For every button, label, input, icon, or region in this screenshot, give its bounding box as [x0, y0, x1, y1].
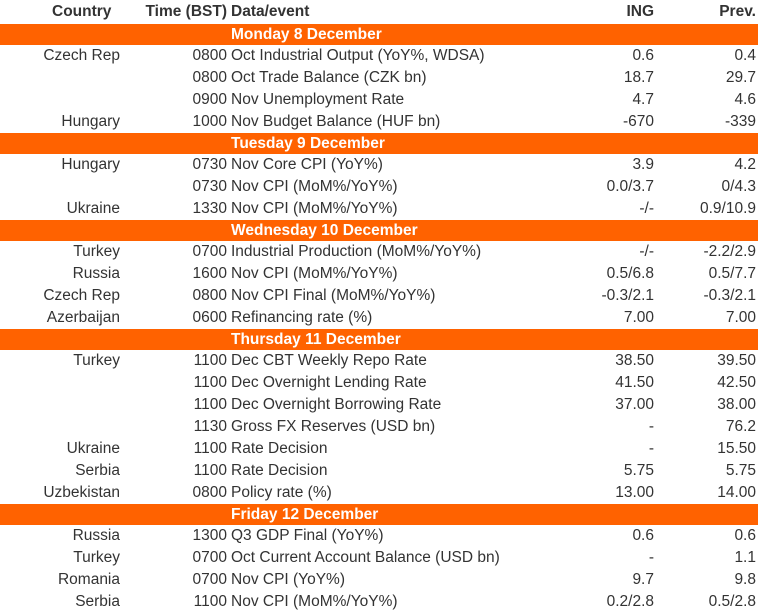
country-cell: Russia	[72, 265, 120, 282]
ing-forecast-cell: 0.0/3.7	[606, 178, 654, 195]
header-prev: Prev.	[719, 3, 756, 20]
previous-value-cell: 0.5/2.8	[708, 593, 756, 610]
previous-value-cell: 76.2	[725, 418, 756, 435]
event-cell: Oct Current Account Balance (USD bn)	[231, 549, 500, 566]
time-cell: 0730	[192, 178, 227, 195]
table-row	[0, 307, 758, 329]
event-cell: Oct Trade Balance (CZK bn)	[231, 69, 427, 86]
day-header-spacer	[124, 133, 229, 154]
time-cell: 0800	[192, 484, 227, 501]
event-cell: Policy rate (%)	[231, 484, 332, 501]
day-header-spacer	[124, 24, 229, 45]
previous-value-cell: 5.75	[725, 462, 756, 479]
time-cell: 0800	[192, 287, 227, 304]
event-cell: Nov CPI (MoM%/YoY%)	[231, 200, 398, 217]
previous-value-cell: 9.8	[734, 571, 756, 588]
ing-forecast-cell: -	[648, 440, 654, 457]
event-cell: Rate Decision	[231, 440, 328, 457]
ing-forecast-cell: 37.00	[615, 396, 654, 413]
country-cell: Turkey	[73, 549, 120, 566]
country-cell: Ukraine	[66, 440, 120, 457]
time-cell: 1100	[193, 352, 227, 369]
ing-forecast-cell: 38.50	[615, 352, 654, 369]
ing-forecast-cell: 0.6	[632, 47, 654, 64]
time-cell: 1100	[193, 462, 227, 479]
table-row	[0, 67, 758, 89]
day-header-spacer	[124, 504, 229, 525]
country-cell	[0, 176, 124, 198]
header-event: Data/event	[231, 3, 310, 20]
day-header-label: Tuesday 9 December	[229, 133, 758, 154]
country-cell: Hungary	[61, 156, 120, 173]
day-header-spacer	[0, 329, 124, 350]
country-cell	[0, 372, 124, 394]
table-row	[0, 482, 758, 504]
time-cell: 1100	[193, 593, 227, 610]
time-cell: 0700	[192, 571, 227, 588]
table-row	[0, 198, 758, 220]
event-cell: Dec CBT Weekly Repo Rate	[231, 352, 427, 369]
ing-forecast-cell: -/-	[639, 200, 654, 217]
country-cell: Serbia	[75, 593, 120, 610]
table-row	[0, 263, 758, 285]
previous-value-cell: 14.00	[717, 484, 756, 501]
previous-value-cell: 4.6	[734, 91, 756, 108]
ing-forecast-cell: 41.50	[615, 374, 654, 391]
previous-value-cell: 0.6	[734, 527, 756, 544]
time-cell: 1330	[192, 200, 227, 217]
table-row	[0, 89, 758, 111]
day-header-label: Thursday 11 December	[229, 329, 758, 350]
table-row	[0, 350, 758, 372]
table-row	[0, 111, 758, 133]
event-cell: Refinancing rate (%)	[231, 309, 373, 326]
table-row	[0, 394, 758, 416]
time-cell: 0800	[192, 47, 227, 64]
time-cell: 0700	[192, 549, 227, 566]
time-cell: 0800	[192, 69, 227, 86]
table-row	[0, 372, 758, 394]
event-cell: Nov CPI (MoM%/YoY%)	[231, 178, 398, 195]
time-cell: 1600	[192, 265, 227, 282]
day-header-row	[0, 504, 758, 525]
ing-forecast-cell: 13.00	[615, 484, 654, 501]
header-time: Time (BST)	[145, 3, 227, 20]
table-row	[0, 547, 758, 569]
country-cell: Turkey	[73, 352, 120, 369]
time-cell: 0600	[192, 309, 227, 326]
header-ing: ING	[626, 3, 654, 20]
table-row	[0, 591, 758, 613]
day-header-spacer	[0, 133, 124, 154]
day-header-spacer	[0, 504, 124, 525]
ing-forecast-cell: 7.00	[623, 309, 654, 326]
event-cell: Nov Core CPI (YoY%)	[231, 156, 383, 173]
header-row	[0, 0, 758, 24]
table-row	[0, 154, 758, 176]
time-cell: 1000	[192, 113, 227, 130]
country-cell	[0, 67, 124, 89]
day-header-spacer	[0, 24, 124, 45]
previous-value-cell: 0.9/10.9	[699, 200, 756, 217]
table-row	[0, 438, 758, 460]
previous-value-cell: 7.00	[725, 309, 756, 326]
event-cell: Rate Decision	[231, 462, 328, 479]
previous-value-cell: -0.3/2.1	[703, 287, 756, 304]
country-cell: Czech Rep	[43, 287, 120, 304]
event-cell: Q3 GDP Final (YoY%)	[231, 527, 384, 544]
table-row	[0, 460, 758, 482]
country-cell: Azerbaijan	[46, 309, 120, 326]
table-row	[0, 525, 758, 547]
previous-value-cell: -339	[724, 113, 756, 130]
event-cell: Nov Unemployment Rate	[231, 91, 405, 108]
ing-forecast-cell: -	[648, 418, 654, 435]
time-cell: 0730	[192, 156, 227, 173]
previous-value-cell: 0.4	[734, 47, 756, 64]
event-cell: Nov CPI (MoM%/YoY%)	[231, 593, 398, 610]
previous-value-cell: -2.2/2.9	[703, 243, 756, 260]
country-cell: Hungary	[61, 113, 120, 130]
previous-value-cell: 38.00	[717, 396, 756, 413]
day-header-row	[0, 24, 758, 45]
ing-forecast-cell: -0.3/2.1	[601, 287, 654, 304]
day-header-spacer	[124, 329, 229, 350]
time-cell: 1100	[193, 440, 227, 457]
day-header-row	[0, 220, 758, 241]
event-cell: Nov CPI (YoY%)	[231, 571, 345, 588]
country-cell	[0, 416, 124, 438]
table-body	[0, 24, 758, 613]
ing-forecast-cell: -670	[622, 113, 654, 130]
previous-value-cell: 4.2	[734, 156, 756, 173]
day-header-spacer	[0, 220, 124, 241]
ing-forecast-cell: 18.7	[623, 69, 654, 86]
ing-forecast-cell: 3.9	[632, 156, 654, 173]
country-cell	[0, 394, 124, 416]
day-header-row	[0, 133, 758, 154]
ing-forecast-cell: 5.75	[623, 462, 654, 479]
country-cell: Turkey	[73, 243, 120, 260]
table-row	[0, 45, 758, 67]
country-cell	[0, 89, 124, 111]
event-cell: Nov CPI Final (MoM%/YoY%)	[231, 287, 436, 304]
event-cell: Gross FX Reserves (USD bn)	[231, 418, 436, 435]
previous-value-cell: 15.50	[717, 440, 756, 457]
country-cell: Uzbekistan	[43, 484, 120, 501]
time-cell: 1130	[193, 418, 227, 435]
event-cell: Nov Budget Balance (HUF bn)	[231, 113, 441, 130]
event-cell: Nov CPI (MoM%/YoY%)	[231, 265, 398, 282]
country-cell: Ukraine	[66, 200, 120, 217]
ing-forecast-cell: -/-	[639, 243, 654, 260]
previous-value-cell: 0/4.3	[721, 178, 756, 195]
ing-forecast-cell: 0.2/2.8	[606, 593, 654, 610]
previous-value-cell: 42.50	[717, 374, 756, 391]
ing-forecast-cell: -	[648, 549, 654, 566]
previous-value-cell: 39.50	[717, 352, 756, 369]
time-cell: 1300	[192, 527, 227, 544]
table-header	[0, 0, 758, 24]
header-country: Country	[52, 3, 112, 20]
previous-value-cell: 1.1	[734, 549, 756, 566]
event-cell: Dec Overnight Borrowing Rate	[231, 396, 442, 413]
ing-forecast-cell: 0.5/6.8	[606, 265, 654, 282]
event-cell: Oct Industrial Output (YoY%, WDSA)	[231, 47, 485, 64]
country-cell: Serbia	[75, 462, 120, 479]
event-cell: Industrial Production (MoM%/YoY%)	[231, 243, 482, 260]
event-cell: Dec Overnight Lending Rate	[231, 374, 427, 391]
country-cell: Czech Rep	[43, 47, 120, 64]
table-row	[0, 569, 758, 591]
table-row	[0, 176, 758, 198]
day-header-row	[0, 329, 758, 350]
day-header-label: Monday 8 December	[229, 24, 758, 45]
previous-value-cell: 29.7	[725, 69, 756, 86]
table-row	[0, 285, 758, 307]
time-cell: 0900	[192, 91, 227, 108]
previous-value-cell: 0.5/7.7	[708, 265, 756, 282]
country-cell: Russia	[72, 527, 120, 544]
table-row	[0, 241, 758, 263]
time-cell: 0700	[192, 243, 227, 260]
day-header-label: Wednesday 10 December	[229, 220, 758, 241]
ing-forecast-cell: 4.7	[632, 91, 654, 108]
country-cell: Romania	[57, 571, 120, 588]
ing-forecast-cell: 9.7	[632, 571, 654, 588]
time-cell: 1100	[193, 396, 227, 413]
ing-forecast-cell: 0.6	[632, 527, 654, 544]
time-cell: 1100	[193, 374, 227, 391]
day-header-spacer	[124, 220, 229, 241]
day-header-label: Friday 12 December	[229, 504, 758, 525]
table-row	[0, 416, 758, 438]
